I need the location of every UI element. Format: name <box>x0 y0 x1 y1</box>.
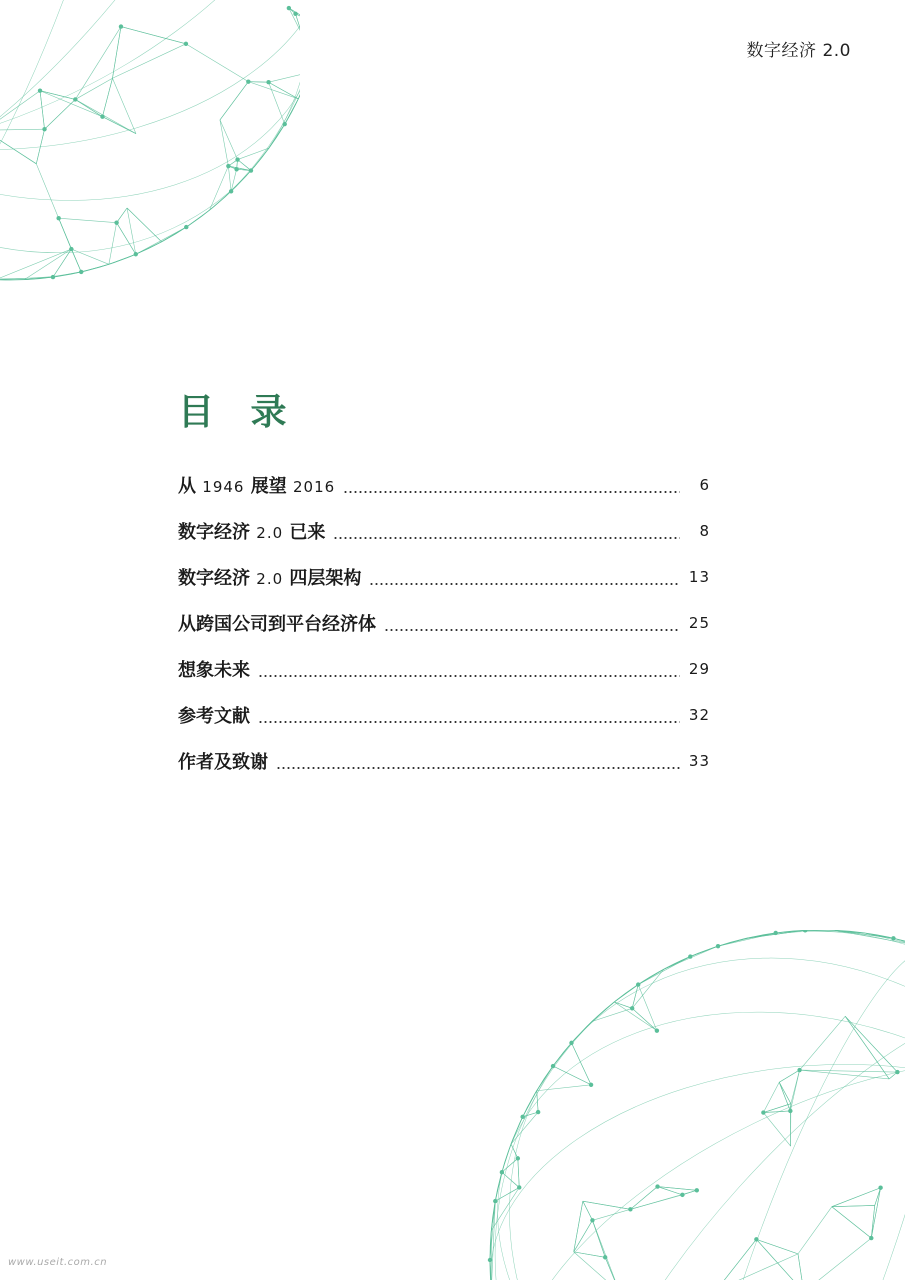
network-node <box>589 1083 593 1087</box>
network-node <box>680 1193 684 1197</box>
network-node <box>695 1188 699 1192</box>
network-globe-bottom-right <box>360 930 905 1280</box>
toc-entry[interactable] <box>178 600 710 646</box>
network-node <box>114 220 118 224</box>
network-node <box>229 189 233 193</box>
toc-entry-page-number: 32 <box>688 706 710 724</box>
network-line <box>605 1257 620 1280</box>
toc-entry[interactable] <box>178 692 710 738</box>
network-node <box>51 275 55 279</box>
network-node <box>134 252 138 256</box>
toc-entry[interactable] <box>178 646 710 692</box>
network-line <box>109 223 117 265</box>
network-node <box>803 930 807 933</box>
network-rim <box>0 0 300 280</box>
network-line <box>798 1207 832 1254</box>
toc-entry-label-part: 数字经济 <box>178 522 257 543</box>
toc-entry-label-part: 已来 <box>283 522 326 543</box>
toc-entry-page-number: 25 <box>688 614 710 632</box>
toc-leader-dots <box>333 537 680 539</box>
network-line <box>638 985 657 1031</box>
network-line <box>630 1190 696 1209</box>
toc-entry-label-part: 2016 <box>293 478 336 496</box>
network-node <box>493 1199 497 1203</box>
network-line <box>102 78 112 116</box>
network-line <box>804 1238 872 1280</box>
network-line <box>835 930 894 938</box>
network-node <box>636 982 640 986</box>
network-node <box>246 79 250 83</box>
network-line <box>518 1158 519 1187</box>
network-line <box>220 120 228 166</box>
toc-entry-label-part: 四层架构 <box>283 568 362 589</box>
network-arc <box>0 0 300 233</box>
network-node <box>891 936 895 940</box>
toc-entry-label-part: 展望 <box>244 476 294 497</box>
toc-entry-label-part: 2.0 <box>256 524 284 542</box>
network-line <box>832 1188 881 1207</box>
network-node <box>761 1110 765 1114</box>
network-line <box>592 1209 630 1220</box>
network-line <box>583 1201 593 1220</box>
toc-leader-dots <box>258 721 680 723</box>
network-line <box>0 130 36 164</box>
network-line <box>756 1239 803 1280</box>
network-line <box>716 1254 798 1280</box>
network-line <box>220 120 238 160</box>
toc-entry[interactable] <box>178 462 710 508</box>
network-line <box>248 82 298 99</box>
network-node <box>234 167 238 171</box>
network-node <box>878 1186 882 1190</box>
network-node <box>655 1028 659 1032</box>
network-node <box>56 216 60 220</box>
toc-entry-label-part: 参考文献 <box>178 706 250 727</box>
network-arc <box>457 979 905 1280</box>
network-arc <box>518 942 905 1280</box>
network-line <box>763 1113 790 1147</box>
toc-leader-dots <box>276 767 680 769</box>
network-line <box>845 1016 897 1072</box>
network-node <box>520 1115 524 1119</box>
table-of-contents <box>178 462 710 784</box>
network-line <box>574 1252 605 1257</box>
network-line <box>75 78 112 99</box>
network-line <box>117 208 127 223</box>
network-node <box>774 931 778 935</box>
network-line <box>220 82 248 120</box>
network-line <box>511 1144 518 1158</box>
network-node <box>184 225 188 229</box>
network-line <box>228 166 231 191</box>
toc-entry-label <box>178 564 361 590</box>
network-line <box>871 1188 880 1238</box>
network-node <box>69 247 73 251</box>
toc-entry-page-number: 33 <box>688 752 710 770</box>
network-line <box>845 1016 889 1079</box>
network-node <box>551 1064 555 1068</box>
network-line <box>832 1207 871 1238</box>
toc-entry-label-part: 从跨国公司到平台经济体 <box>178 614 376 635</box>
network-node <box>100 114 104 118</box>
toc-entry-label-part: 作者及致谢 <box>178 752 268 773</box>
network-node <box>688 954 692 958</box>
toc-entry[interactable] <box>178 738 710 784</box>
toc-entry-label-part: 想象未来 <box>178 660 250 681</box>
network-node <box>488 1258 492 1262</box>
network-line <box>136 227 187 254</box>
network-node <box>38 89 42 93</box>
network-node <box>119 24 123 28</box>
network-line <box>537 1085 591 1091</box>
network-line <box>779 1070 799 1082</box>
network-line <box>112 78 135 133</box>
network-line <box>490 1201 495 1260</box>
network-line <box>798 1254 804 1280</box>
network-line <box>800 1016 846 1070</box>
network-node <box>797 1068 801 1072</box>
toc-entry-label <box>178 610 376 636</box>
toc-leader-dots <box>343 491 680 493</box>
network-rim <box>490 930 905 1280</box>
network-line <box>638 957 690 985</box>
network-node <box>603 1255 607 1259</box>
network-line <box>269 82 299 99</box>
network-line <box>832 1205 875 1206</box>
network-line <box>592 1220 619 1280</box>
network-line <box>228 166 251 170</box>
network-line <box>571 1043 591 1085</box>
network-node <box>73 97 77 101</box>
network-line <box>605 1257 620 1280</box>
toc-entry-label <box>178 472 335 498</box>
network-node <box>569 1041 573 1045</box>
toc-entry-label <box>178 748 268 774</box>
toc-entry-page-number: 29 <box>688 660 710 678</box>
network-node <box>536 1110 540 1114</box>
network-arc <box>0 0 300 171</box>
watermark: www.useit.com.cn <box>8 1257 108 1268</box>
toc-entry[interactable] <box>178 554 710 600</box>
toc-entry-label <box>178 518 325 544</box>
network-node <box>516 1156 520 1160</box>
network-line <box>716 1239 756 1280</box>
toc-entry-page-number: 13 <box>688 568 710 586</box>
toc-entry-page-number: 6 <box>699 476 710 494</box>
toc-entry-label <box>178 702 250 728</box>
network-line <box>59 218 117 222</box>
network-line <box>112 27 121 79</box>
page-header-title: 数字经济 2.0 <box>746 41 851 61</box>
toc-leader-dots <box>258 675 680 677</box>
network-line <box>716 1239 756 1280</box>
network-globe-top-left <box>0 0 300 290</box>
network-arc <box>387 930 905 1280</box>
toc-entry-label-part: 1946 <box>202 478 245 496</box>
toc-entry-page-number: 8 <box>699 522 710 540</box>
network-line <box>553 1066 591 1085</box>
network-node <box>895 1070 899 1074</box>
network-line <box>210 166 229 210</box>
network-line <box>53 249 71 277</box>
network-arc <box>433 932 905 1280</box>
network-node <box>235 157 239 161</box>
network-node <box>754 1237 758 1241</box>
network-line <box>186 44 248 82</box>
network-node <box>79 270 83 274</box>
network-line <box>40 91 45 129</box>
network-node <box>283 122 287 126</box>
toc-entry-label <box>178 656 250 682</box>
toc-leader-dots <box>369 583 680 585</box>
network-line <box>0 129 45 130</box>
network-node <box>266 80 270 84</box>
network-node <box>293 12 297 16</box>
network-node <box>517 1185 521 1189</box>
toc-leader-dots <box>384 629 680 631</box>
network-node <box>869 1236 873 1240</box>
toc-heading: 目 录 <box>178 392 299 433</box>
network-arc <box>0 0 180 283</box>
network-node <box>655 1184 659 1188</box>
network-line <box>756 1239 803 1280</box>
network-node <box>788 1109 792 1113</box>
network-line <box>491 1187 519 1230</box>
network-node <box>184 42 188 46</box>
network-line <box>238 160 251 171</box>
network-line <box>269 82 285 124</box>
toc-entry-label-part: 数字经济 <box>178 568 257 589</box>
network-line <box>779 1082 791 1103</box>
network-arc <box>0 0 300 268</box>
network-line <box>614 1002 657 1031</box>
network-line <box>112 44 185 78</box>
toc-entry-label-part: 2.0 <box>256 570 284 588</box>
network-arc <box>645 930 905 1280</box>
network-node <box>500 1170 504 1174</box>
network-node <box>716 944 720 948</box>
toc-entry-label-part: 从 <box>178 476 203 497</box>
network-line <box>269 72 300 82</box>
network-node <box>590 1218 594 1222</box>
network-line <box>583 1201 631 1209</box>
network-node <box>287 6 291 10</box>
network-line <box>121 27 186 44</box>
network-arc <box>0 0 300 278</box>
network-line <box>248 82 268 83</box>
toc-entry[interactable] <box>178 508 710 554</box>
network-line <box>0 130 36 164</box>
network-node <box>630 1006 634 1010</box>
network-node <box>628 1207 632 1211</box>
network-node <box>42 127 46 131</box>
network-node <box>249 168 253 172</box>
network-line <box>36 164 58 218</box>
network-line <box>59 218 72 249</box>
network-node <box>226 164 230 168</box>
